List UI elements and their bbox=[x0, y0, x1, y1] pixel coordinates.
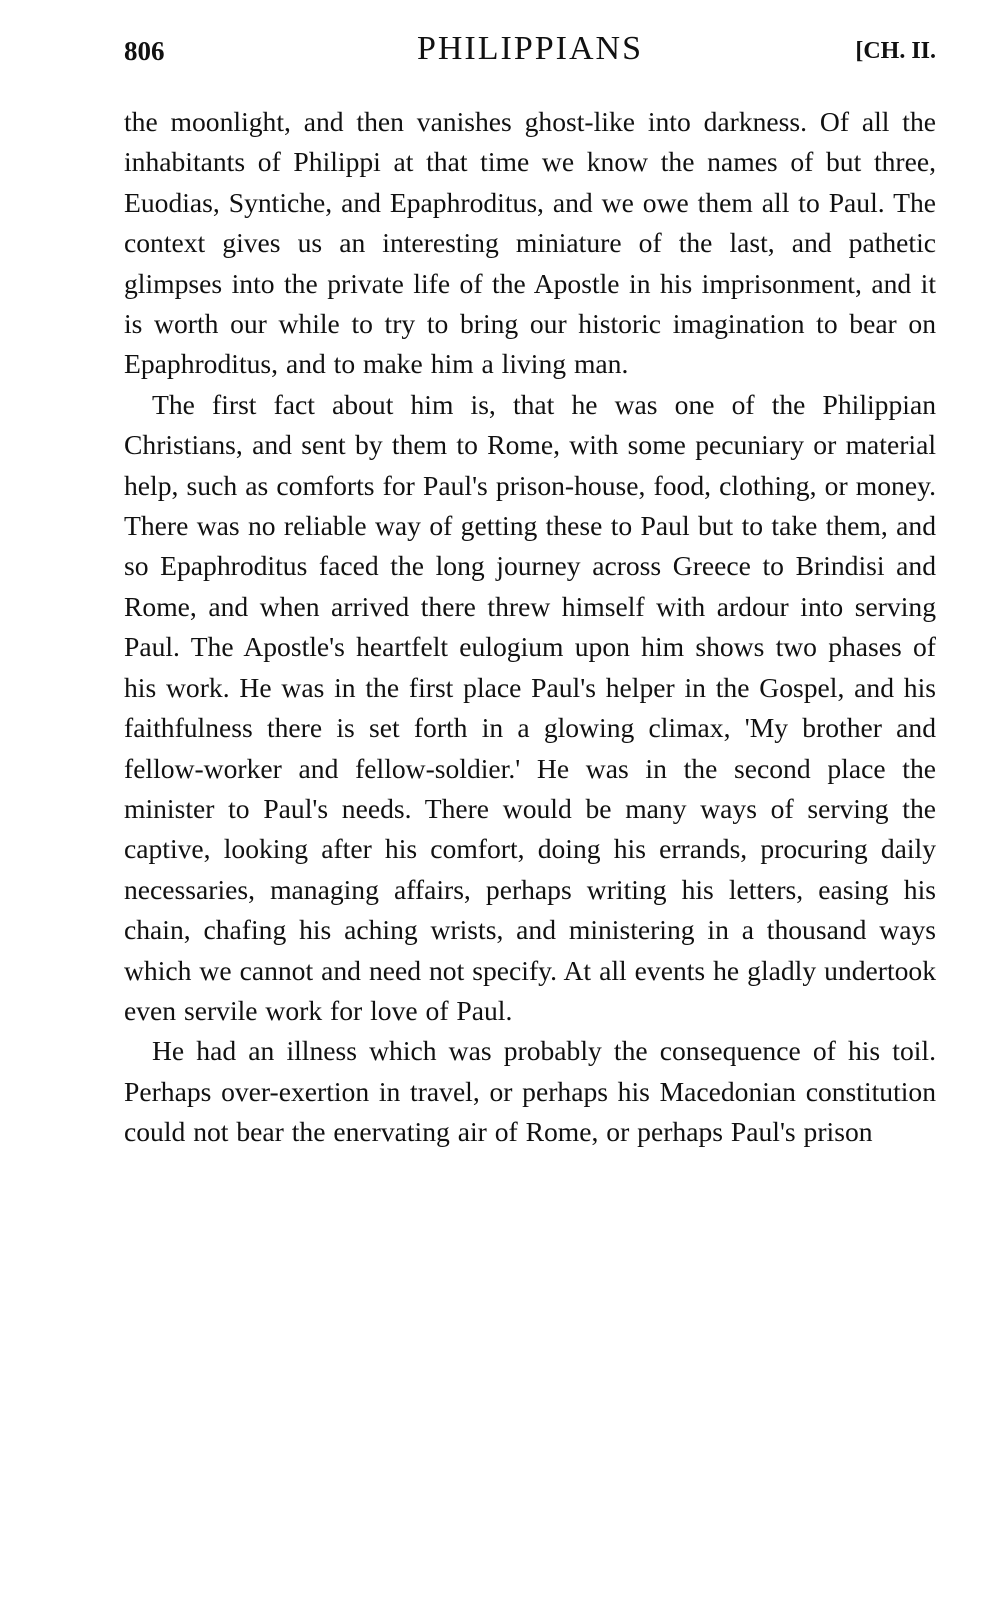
book-title: PHILIPPIANS bbox=[416, 30, 644, 67]
paragraph: He had an illness which was probably the consequence of his toil. Perhaps over-exertion in travel, or perhaps his Macedonian constitution could not bear the enervating air of Rome, or perhaps Paul's prison bbox=[124, 1035, 936, 1148]
paragraph: The first fact about him is, that he was one of the Philippian Christians, and sent by them to Rome, with some pecuniary or material help, such as comforts for Paul's prison-house, food, clothing, or money. There was no reliable way of getting these to Paul but to take them, and so Epaphroditus faced the long journey across Greece to Brindisi and Rome, and when arrived there threw himself with ardour into serving Paul. The Apostle's heartfelt eulogium upon him shows two phases of his work. He was in the first place Paul's helper in the Gospel, and his faithfulness there is set forth in a glowing climax, 'My brother and fellow-worker and fellow-soldier.' He was in the second place the minister to Paul's needs. There would be many ways of serving the captive, looking after his comfort, doing his errands, procuring daily necessaries, managing affairs, perhaps writing his letters, easing his chain, chafing his aching wrists, and ministering in a thousand ways which we cannot and need not specify. At all events he gladly undertook even servile work for love of Paul. bbox=[124, 388, 936, 1026]
page-number: 806 bbox=[124, 36, 165, 66]
body-text bbox=[124, 102, 936, 1153]
running-head bbox=[124, 28, 936, 78]
chapter-reference: [CH. II. bbox=[855, 38, 936, 64]
book-page bbox=[124, 28, 936, 1153]
paragraph-continued: the moonlight, and then vanishes ghost-like into darkness. Of all the inhabitants of Philippi at that time we know the names of but three, Euodias, Syntiche, and Epaphroditus, and we owe them all to Paul. The context gives us an interesting miniature of the last, and pathetic glimpses into the private life of the Apostle in his imprisonment, and it is worth our while to try to bring our historic imagination to bear on Epaphroditus, and to make him a living man. bbox=[124, 106, 936, 380]
